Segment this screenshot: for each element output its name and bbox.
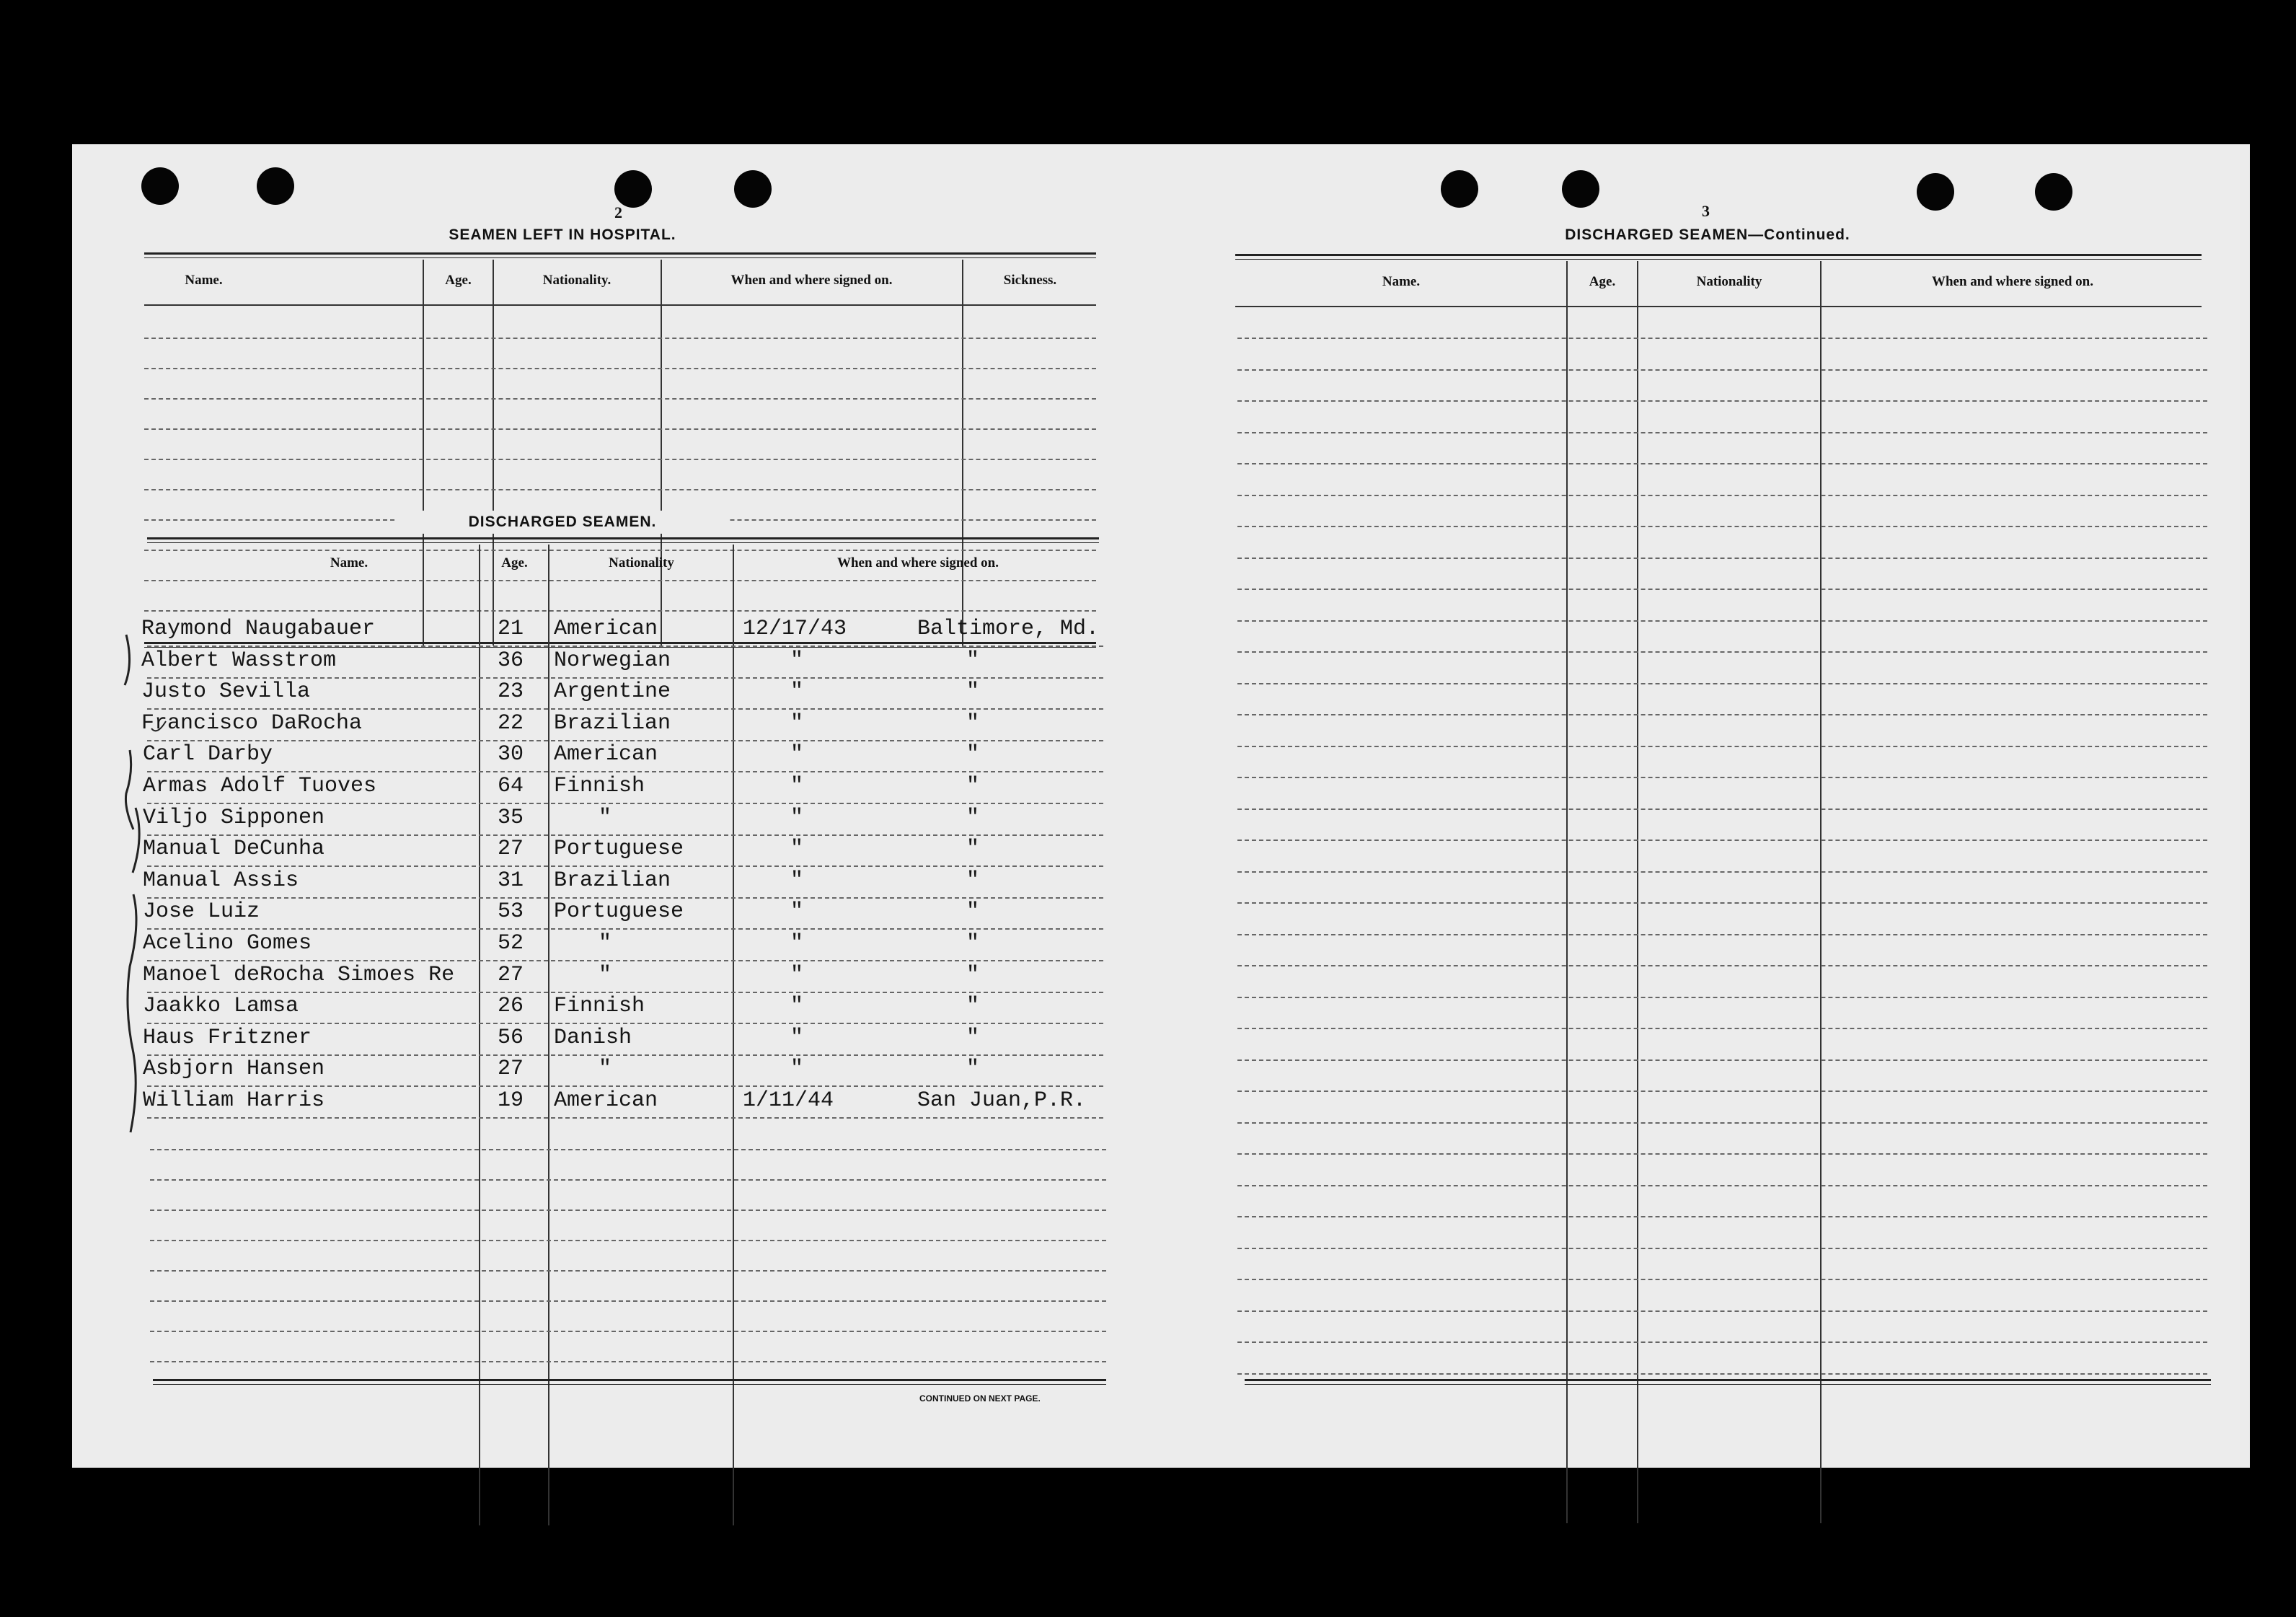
seaman-nationality: " [599, 1057, 612, 1082]
seaman-name: Armas Adolf Tuoves [143, 774, 377, 798]
ruled-line [147, 928, 1103, 930]
col-header-age: Age. [1589, 274, 1616, 289]
table-top-rule [144, 252, 1096, 258]
column-divider [661, 260, 662, 646]
signed-on-place: " [966, 962, 980, 987]
ruled-line [1237, 495, 2207, 496]
seaman-nationality: Danish [554, 1025, 632, 1050]
seaman-name: Jose Luiz [143, 899, 260, 925]
ruled-line [147, 865, 1103, 867]
seaman-nationality: Portuguese [554, 899, 684, 925]
left-page [72, 144, 1165, 1468]
punch-hole [141, 167, 179, 205]
ruled-line [150, 1361, 1106, 1362]
signed-on-date: " [790, 962, 804, 987]
signed-on-place: " [966, 742, 980, 767]
ruled-line [147, 897, 1103, 899]
seaman-name: Acelino Gomes [143, 931, 312, 956]
ruled-line [1237, 400, 2207, 402]
signed-on-date: " [790, 837, 804, 862]
seaman-age: 27 [498, 1057, 524, 1082]
ruled-line [1237, 840, 2207, 841]
column-divider [1820, 261, 1822, 1523]
ruled-line [147, 803, 1103, 804]
seaman-nationality: " [599, 805, 612, 830]
ruled-line [147, 1054, 1103, 1056]
ruled-line [1237, 1153, 2207, 1155]
col-header-name: Name. [185, 273, 223, 288]
seaman-age: 21 [498, 617, 524, 641]
ruled-line [144, 550, 1096, 551]
signed-on-place: " [966, 931, 980, 956]
col-header-name: Name. [1382, 274, 1421, 289]
signed-on-place: " [966, 837, 980, 862]
ruled-line [1237, 1341, 2207, 1343]
seaman-name: Carl Darby [143, 742, 273, 767]
ruled-line [1237, 1059, 2207, 1061]
ruled-line [1237, 463, 2207, 464]
ruled-line [1237, 526, 2207, 527]
col-header-when-where: When and where signed on. [730, 273, 893, 288]
ruled-line [1237, 589, 2207, 590]
signed-on-place: " [966, 1057, 980, 1082]
ruled-line [147, 708, 1103, 710]
seaman-age: 35 [498, 805, 524, 830]
right-page [1160, 144, 2250, 1468]
header-divider [144, 304, 1096, 306]
ruled-line [147, 646, 1103, 647]
signed-on-place: " [966, 648, 980, 673]
ruled-line [150, 1210, 1106, 1211]
ruled-line [1237, 369, 2207, 371]
column-divider [1637, 261, 1638, 1523]
ruled-line [147, 677, 1103, 679]
table-top-rule [1235, 254, 2202, 260]
ruled-line [150, 1270, 1106, 1272]
signed-on-date: " [790, 1057, 804, 1082]
seaman-nationality: Brazilian [554, 710, 671, 736]
signed-on-place: " [966, 774, 980, 798]
ruled-line [144, 368, 1096, 369]
ruled-line [1237, 934, 2207, 935]
seaman-nationality: " [599, 931, 612, 956]
signed-on-date: " [790, 994, 804, 1019]
seaman-name: Raymond Naugabauer [141, 617, 376, 641]
seaman-nationality: Portuguese [554, 837, 684, 862]
col-header-age: Age. [501, 555, 528, 570]
signed-on-place: " [966, 805, 980, 830]
ruled-line [1237, 620, 2207, 622]
seaman-name: Manual Assis [143, 868, 299, 893]
seaman-name: Justo Sevilla [141, 679, 311, 705]
ruled-line [1237, 714, 2207, 715]
column-divider [1566, 261, 1568, 1523]
ruled-line [1237, 1279, 2207, 1280]
seaman-name: Manoel deRocha Simoes Re [143, 962, 455, 987]
punch-hole [614, 170, 652, 208]
ruled-line [144, 489, 1096, 490]
signed-on-place: " [966, 868, 980, 893]
signed-on-date: " [790, 931, 804, 956]
col-header-nationality: Nationality. [542, 273, 611, 288]
ruled-line [1237, 338, 2207, 339]
ruled-line [147, 740, 1103, 741]
column-divider [493, 260, 494, 646]
seaman-name: Francisco DaRocha [141, 710, 363, 736]
col-header-nationality: Nationality [609, 555, 674, 570]
signed-on-place: Baltimore, Md. [917, 617, 1100, 641]
seaman-age: 19 [498, 1088, 524, 1113]
seaman-name: Manual DeCunha [143, 837, 325, 862]
ruled-line [1237, 1122, 2207, 1124]
signed-on-place: " [966, 994, 980, 1019]
ruled-line [147, 1117, 1103, 1119]
col-header-nationality: Nationality [1696, 274, 1762, 289]
col-header-sickness: Sickness. [1003, 273, 1057, 288]
ruled-line [1237, 965, 2207, 966]
ruled-line [150, 1300, 1106, 1302]
column-divider [548, 545, 549, 1525]
ruled-line [147, 1023, 1103, 1024]
discharged-section-title: DISCHARGED SEAMEN. [397, 511, 728, 534]
seaman-name: Albert Wasstrom [141, 648, 337, 673]
signed-on-date: " [790, 710, 804, 736]
column-divider [479, 545, 480, 1525]
signed-on-date: 1/11/44 [743, 1088, 834, 1113]
col-header-when-where: When and where signed on. [1931, 274, 2093, 289]
ruled-line [147, 1085, 1103, 1087]
signed-on-date: 12/17/43 [743, 617, 847, 641]
seaman-name: Viljo Sipponen [143, 805, 325, 830]
ruled-line [147, 992, 1103, 993]
seaman-age: 36 [498, 648, 524, 673]
ruled-line [144, 610, 1096, 612]
col-header-when-where: When and where signed on. [836, 555, 999, 570]
signed-on-place: San Juan,P.R. [917, 1088, 1087, 1113]
signed-on-date: " [790, 868, 804, 893]
signed-on-place: " [966, 679, 980, 705]
signed-on-place: " [966, 710, 980, 736]
col-header-age: Age. [445, 273, 472, 288]
header-divider [1235, 306, 2202, 307]
ruled-line [144, 459, 1096, 460]
ruled-line [1237, 1373, 2207, 1375]
seaman-nationality: Finnish [554, 774, 645, 798]
col-header-name: Name. [330, 555, 368, 570]
check-marks [101, 620, 187, 1197]
table-bottom-rule [1245, 1379, 2211, 1385]
ruled-line [1237, 902, 2207, 904]
continued-note: CONTINUED ON NEXT PAGE. [919, 1393, 1041, 1404]
ruled-line [1237, 1216, 2207, 1217]
ruled-line [1237, 558, 2207, 559]
ruled-line [144, 580, 1096, 581]
seaman-age: 26 [498, 994, 524, 1019]
ruled-line [1237, 1185, 2207, 1186]
ruled-line [147, 771, 1103, 772]
seaman-age: 30 [498, 742, 524, 767]
ruled-line [1237, 432, 2207, 433]
seaman-age: 27 [498, 962, 524, 987]
seaman-nationality: Norwegian [554, 648, 671, 673]
table-bottom-rule [153, 1379, 1106, 1385]
seaman-nationality: American [554, 617, 658, 641]
punch-hole [257, 167, 294, 205]
ruled-line [1237, 1091, 2207, 1092]
seaman-age: 27 [498, 837, 524, 862]
seaman-nationality: American [554, 1088, 658, 1113]
page-number: 2 [614, 203, 622, 221]
punch-hole [734, 170, 772, 208]
ruled-line [1237, 1248, 2207, 1249]
seaman-name: Asbjorn Hansen [143, 1057, 325, 1082]
seaman-name: William Harris [143, 1088, 325, 1113]
seaman-name: Haus Fritzner [143, 1025, 312, 1050]
seaman-age: 64 [498, 774, 524, 798]
ruled-line [150, 1179, 1106, 1181]
seaman-name: Jaakko Lamsa [143, 994, 299, 1019]
ruled-line [1237, 746, 2207, 747]
ruled-line [1237, 651, 2207, 653]
ruled-line [1237, 777, 2207, 778]
seaman-nationality: Finnish [554, 994, 645, 1019]
signed-on-date: " [790, 899, 804, 925]
signed-on-date: " [790, 679, 804, 705]
ruled-line [150, 1240, 1106, 1241]
seaman-age: 23 [498, 679, 524, 705]
column-divider [733, 545, 734, 1525]
ruled-line [1237, 871, 2207, 873]
ruled-line [150, 1331, 1106, 1332]
page-title: DISCHARGED SEAMEN—Continued. [1565, 226, 1850, 243]
table-top-rule [147, 537, 1099, 543]
seaman-nationality: Brazilian [554, 868, 671, 893]
ruled-line [144, 428, 1096, 430]
signed-on-place: " [966, 899, 980, 925]
ruled-line [144, 338, 1096, 339]
ruled-line [1237, 997, 2207, 998]
signed-on-place: " [966, 1025, 980, 1050]
ruled-line [150, 1149, 1106, 1150]
seaman-nationality: Argentine [554, 679, 671, 705]
ruled-line [144, 398, 1096, 400]
seaman-age: 22 [498, 710, 524, 736]
seaman-age: 56 [498, 1025, 524, 1050]
seaman-nationality: " [599, 962, 612, 987]
hospital-section-title: SEAMEN LEFT IN HOSPITAL. [449, 226, 676, 243]
signed-on-date: " [790, 774, 804, 798]
punch-hole [1562, 170, 1599, 208]
seaman-nationality: American [554, 742, 658, 767]
punch-hole [1441, 170, 1478, 208]
column-divider [962, 260, 963, 646]
column-divider [423, 260, 424, 646]
signed-on-date: " [790, 648, 804, 673]
seaman-age: 31 [498, 868, 524, 893]
seaman-age: 52 [498, 931, 524, 956]
seaman-age: 53 [498, 899, 524, 925]
ruled-line [1237, 808, 2207, 810]
ruled-line [147, 834, 1103, 836]
ruled-line [1237, 1310, 2207, 1312]
signed-on-date: " [790, 805, 804, 830]
punch-hole [2035, 173, 2072, 211]
signed-on-date: " [790, 742, 804, 767]
ruled-line [147, 960, 1103, 961]
signed-on-date: " [790, 1025, 804, 1050]
punch-hole [1917, 173, 1954, 211]
page-number: 3 [1702, 202, 1710, 220]
ruled-line [1237, 683, 2207, 684]
ruled-line [1237, 1028, 2207, 1029]
